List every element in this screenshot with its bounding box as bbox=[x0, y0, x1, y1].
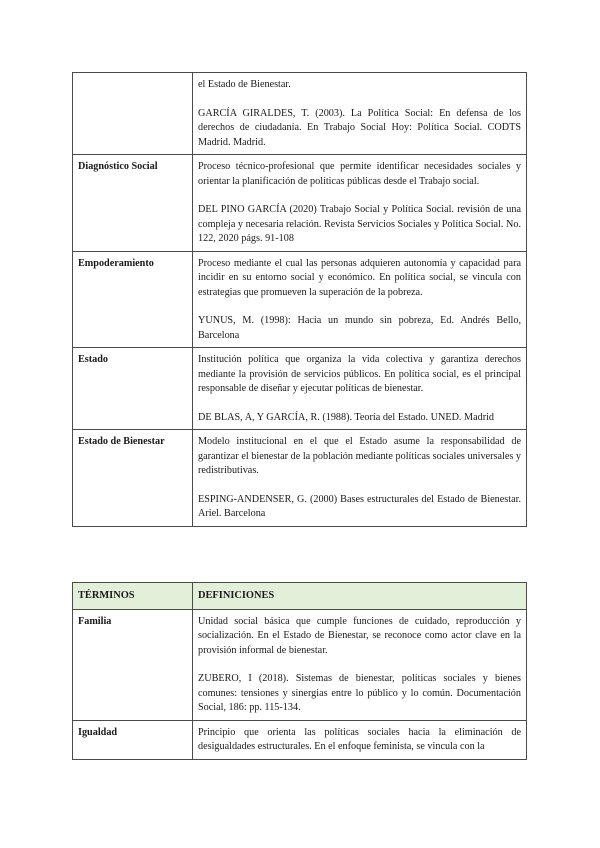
definition-text: Proceso técnico-profesional que permite identificar necesidades sociales y orientar la planificación de políticas públicas desde el Trabajo social. bbox=[198, 161, 521, 187]
definition-cell bbox=[193, 348, 527, 430]
reference-text: DE BLAS, A, Y GARCÍA, R. (1988). Teoría del Estado. UNED. Madrid bbox=[198, 411, 495, 423]
definition-cell bbox=[193, 430, 527, 527]
glossary-table bbox=[72, 582, 527, 760]
term-cell bbox=[73, 73, 193, 155]
table-row bbox=[73, 720, 527, 759]
definition-text: el Estado de Bienestar. bbox=[198, 79, 291, 90]
table-row bbox=[73, 251, 527, 348]
reference-text: ZUBERO, I (2018). Sistemas de bienestar, políticas sociales y bienes comunes: tensiones y sinergias entre lo público y lo común. Documentación Social, 186: pp. 115-134. bbox=[198, 673, 521, 713]
term-cell: Familia bbox=[73, 609, 193, 720]
definition-cell bbox=[193, 155, 527, 252]
column-header-terms: TÉRMINOS bbox=[73, 583, 193, 610]
definition-text: Institución política que organiza la vida colectiva y garantiza derechos mediante la provisión de servicios públicos. En política social, es el principal responsable de diseñar y ejecutar políticas de bienestar. bbox=[198, 354, 521, 394]
definition-cell bbox=[193, 609, 527, 720]
table-row bbox=[73, 430, 527, 527]
definition-cell bbox=[193, 251, 527, 348]
definition-text: Proceso mediante el cual las personas adquieren autonomía y capacidad para incidir en su entorno social y económico. En política social, se vincula con estrategias que promueven la superación de la pobreza. bbox=[198, 257, 521, 298]
definition-cell bbox=[193, 720, 527, 759]
column-header-definitions: DEFINICIONES bbox=[193, 583, 527, 610]
table-row bbox=[73, 348, 527, 430]
term-cell: Estado de Bienestar bbox=[73, 430, 193, 527]
table-row bbox=[73, 73, 527, 155]
reference-text: YUNUS, M. (1998): Hacia un mundo sin pobreza, Ed. Andrés Bello, Barcelona bbox=[198, 315, 521, 341]
reference-text: ESPING-ANDENSER, G. (2000) Bases estructurales del Estado de Bienestar. Ariel. Barcelona bbox=[198, 493, 521, 519]
term-cell: Igualdad bbox=[73, 720, 193, 759]
term-cell: Diagnóstico Social bbox=[73, 155, 193, 252]
reference-text: GARCÍA GIRALDES, T. (2003). La Política Social: En defensa de los derechos de ciudadanía. En Trabajo Social Hoy: Política Social. CODTS Madrid. Madrid. bbox=[198, 107, 521, 148]
term-cell: Estado bbox=[73, 348, 193, 430]
table-header-row bbox=[73, 583, 527, 610]
definition-cell bbox=[193, 73, 527, 155]
term-cell: Empoderamiento bbox=[73, 251, 193, 348]
table-row bbox=[73, 609, 527, 720]
glossary-table-continued bbox=[72, 72, 527, 527]
definition-text: Modelo institucional en el que el Estado asume la responsabilidad de garantizar el bienestar de la población mediante políticas sociales universales y redistributivas. bbox=[198, 436, 521, 476]
reference-text: DEL PINO GARCÍA (2020) Trabajo Social y Política Social. revisión de una compleja y necesaria relación. Revista Servicios Sociales y Política Social. No. 122, 2020 págs. 91-108 bbox=[198, 204, 521, 244]
table-row bbox=[73, 155, 527, 252]
definition-text: Principio que orienta las políticas sociales hacia la eliminación de desigualdades estructurales. En el enfoque feminista, se vincula con la bbox=[198, 726, 521, 752]
definition-text: Unidad social básica que cumple funciones de cuidado, reproducción y socialización. En el Estado de Bienestar, se reconoce como actor clave en la provisión informal de bienestar. bbox=[198, 615, 521, 656]
